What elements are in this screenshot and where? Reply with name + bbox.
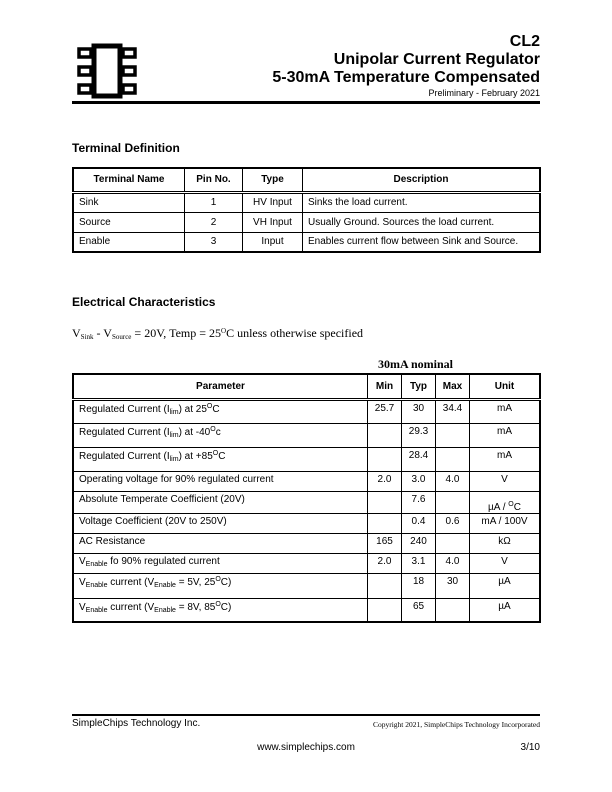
typ-value: 3.0 [402,471,436,491]
min-value [368,423,402,447]
pin-number: 3 [185,232,243,252]
unit-value: V [470,471,541,491]
unit-value: kΩ [470,533,541,553]
typ-value: 7.6 [402,491,436,513]
product-code: CL2 [509,33,540,50]
nominal-label: 30mA nominal [378,357,454,371]
col-unit: Unit [470,374,541,399]
product-subtitle: 5-30mA Temperature Compensated [272,69,540,86]
unit-value: V [470,553,541,573]
table-row [73,192,540,212]
min-value: 2.0 [368,553,402,573]
electrical-heading: Electrical Characteristics [72,295,216,309]
test-conditions: $V_{Sink} - V_{Source} = 20V$, Temp = $25^OC$ unless otherwise specified [72,326,364,341]
unit-value: µA [470,573,541,598]
typ-value: 18 [402,573,436,598]
min-value [368,447,402,471]
max-value [436,598,470,622]
parameter-name: Regulated Current $(I_{lim})$ at $+85^OC$ [73,447,368,471]
terminal-name: Source [73,212,185,232]
parameter-name: Absolute Temperate Coefficient (20V) [73,491,368,513]
min-value: 2.0 [368,471,402,491]
parameter-name: $V_{Enable}$ current ($V_{Enable} = 5V$, $25^OC$) [73,573,368,598]
table-row [73,513,540,533]
col-type: Type [243,168,303,192]
terminal-heading: Terminal Definition [72,141,180,155]
table-row [73,533,540,553]
terminal-table [72,167,541,253]
page-number: 3/10 [520,742,540,753]
terminal-header-row [73,168,540,192]
col-description: Description [303,168,541,192]
max-value: 34.4 [436,399,470,423]
parameter-name: Regulated Current $(I_{lim})$ at $-40^Oc$ [73,423,368,447]
max-value: 0.6 [436,513,470,533]
typ-value: 29.3 [402,423,436,447]
min-value: 165 [368,533,402,553]
terminal-name: Sink [73,192,185,212]
terminal-name: Enable [73,232,185,252]
typ-value: 240 [402,533,436,553]
pin-number: 2 [185,212,243,232]
col-typ: Typ [402,374,436,399]
product-title: Unipolar Current Regulator [333,51,540,68]
unit-value: µA / $^O$C [470,491,541,513]
terminal-type: VH Input [243,212,303,232]
footer-copyright: Copyright 2021, SimpleChips Technology Incorporated [372,720,540,729]
typ-value: 0.4 [402,513,436,533]
typ-value: 65 [402,598,436,622]
doc-status: Preliminary - February 2021 [428,88,540,98]
terminal-description: Sinks the load current. [303,192,541,212]
terminal-description: Usually Ground. Sources the load current. [303,212,541,232]
unit-value: mA / 100V [470,513,541,533]
electrical-table [72,373,541,623]
footer-company: SimpleChips Technology Inc. [72,718,201,729]
parameter-name: $V_{Enable}$ current ($V_{Enable} = 8V$, $85^OC$) [73,598,368,622]
min-value [368,491,402,513]
col-terminal-name: Terminal Name [73,168,185,192]
min-value [368,513,402,533]
min-value: 25.7 [368,399,402,423]
terminal-type: HV Input [243,192,303,212]
parameter-name: Regulated Current $(I_{lim})$ at $25^OC$ [73,399,368,423]
table-row [73,491,540,513]
max-value [436,447,470,471]
header-rule [72,101,540,104]
parameter-name: Operating voltage for 90% regulated current [73,471,368,491]
max-value [436,423,470,447]
parameter-name: AC Resistance [73,533,368,553]
col-max: Max [436,374,470,399]
unit-value: mA [470,423,541,447]
footer-rule [72,714,540,716]
typ-value: 28.4 [402,447,436,471]
table-row [73,471,540,491]
unit-value: µA [470,598,541,622]
col-pin: Pin No. [185,168,243,192]
terminal-type: Input [243,232,303,252]
max-value: 4.0 [436,553,470,573]
table-row [73,423,540,447]
max-value: 30 [436,573,470,598]
col-min: Min [368,374,402,399]
table-row [73,399,540,423]
table-row [73,447,540,471]
min-value [368,573,402,598]
max-value: 4.0 [436,471,470,491]
terminal-description: Enables current flow between Sink and Source. [303,232,541,252]
table-row [73,598,540,622]
typ-value: 30 [402,399,436,423]
typ-value: 3.1 [402,553,436,573]
max-value [436,491,470,513]
unit-value: mA [470,399,541,423]
pin-number: 1 [185,192,243,212]
parameter-name: $V_{Enable}$ fo 90% regulated current [73,553,368,573]
col-parameter: Parameter [73,374,368,399]
table-row [73,553,540,573]
max-value [436,533,470,553]
table-row [73,573,540,598]
parameter-name: Voltage Coefficient (20V to 250V) [73,513,368,533]
table-row [73,212,540,232]
table-row [73,232,540,252]
package-logo-icon [76,42,138,100]
unit-value: mA [470,447,541,471]
footer-url: www.simplechips.com [257,742,355,753]
min-value [368,598,402,622]
electrical-header-row [73,374,540,399]
